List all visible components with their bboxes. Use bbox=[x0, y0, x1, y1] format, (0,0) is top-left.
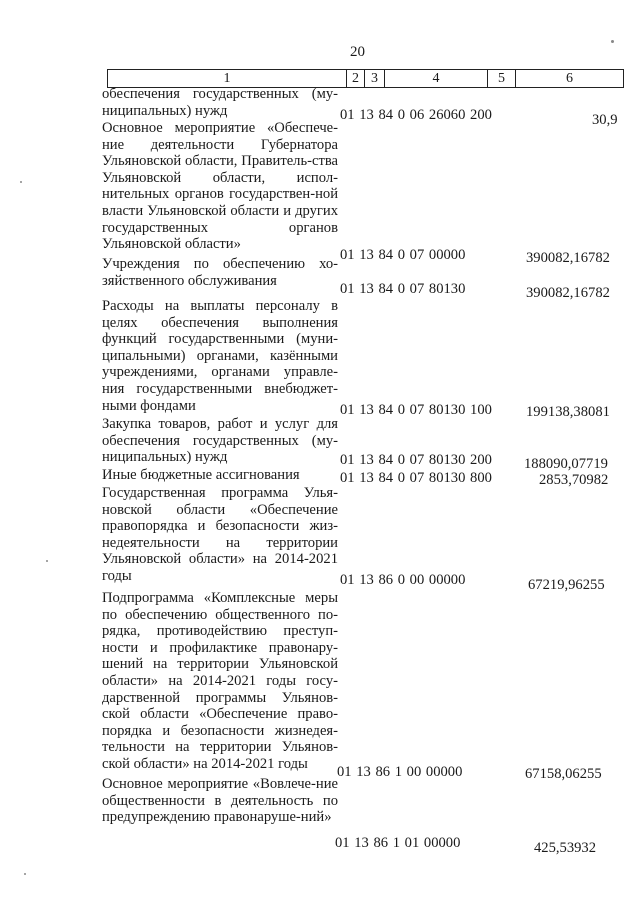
row-description: Расходы на выплаты персоналу в целях обеспечения выполнения функций государственными (муни-ципальными) органами, казёнными учреждениями, органами управле-ния государственными внебюджет-ными фондами bbox=[102, 298, 338, 414]
row-value: 188090,07719 bbox=[524, 456, 608, 472]
row-description: Государственная программа Улья-новской области «Обеспечение правопорядка и безопасности жиз-недеятельности на территории Ульяновской области» на 2014-2021 годы bbox=[102, 485, 338, 584]
header-col-3: 3 bbox=[364, 69, 385, 88]
header-col-4: 4 bbox=[384, 69, 488, 88]
scan-speck bbox=[20, 181, 22, 183]
header-col-6: 6 bbox=[515, 69, 624, 88]
row-code: 01 13 84 0 07 00000 bbox=[340, 247, 466, 263]
row-description: Основное мероприятие «Вовлече-ние общественности в деятельность по предупреждению правонаруше-ний» bbox=[102, 776, 338, 826]
page-number: 20 bbox=[350, 44, 365, 60]
row-code: 01 13 84 0 07 80130 800 bbox=[340, 470, 492, 486]
row-value: 67158,06255 bbox=[525, 766, 602, 782]
row-value: 199138,38081 bbox=[526, 404, 610, 420]
header-col-1: 1 bbox=[107, 69, 347, 88]
row-value: 67219,96255 bbox=[528, 577, 605, 593]
row-code: 01 13 84 0 06 26060 200 bbox=[340, 107, 492, 123]
row-code: 01 13 84 0 07 80130 200 bbox=[340, 452, 492, 468]
row-description: Основное мероприятие «Обеспече-ние деятельности Губернатора Ульяновской области, Правитель-ства Ульяновской области, испол-нительных органов государствен-ной власти Ульяновской области и других государственных органов Ульяновской области» bbox=[102, 120, 338, 253]
row-value: 390082,16782 bbox=[526, 250, 610, 266]
row-code: 01 13 86 1 01 00000 bbox=[335, 835, 461, 851]
row-code: 01 13 86 1 00 00000 bbox=[337, 764, 463, 780]
header-col-5: 5 bbox=[487, 69, 516, 88]
row-value: 30,9 bbox=[592, 112, 618, 128]
scan-speck bbox=[46, 560, 48, 562]
row-code: 01 13 84 0 07 80130 bbox=[340, 281, 466, 297]
row-value: 425,53932 bbox=[534, 840, 597, 856]
row-description: Закупка товаров, работ и услуг для обеспечения государственных (му-ниципальных) нужд bbox=[102, 416, 338, 466]
row-description: Учреждения по обеспечению хо-зяйственного обслуживания bbox=[102, 256, 338, 289]
scan-speck bbox=[24, 873, 26, 875]
scan-speck bbox=[611, 40, 614, 43]
row-code: 01 13 86 0 00 00000 bbox=[340, 572, 466, 588]
row-description: Иные бюджетные ассигнования bbox=[102, 467, 300, 483]
row-description: обеспечения государственных (му-ниципальных) нужд bbox=[102, 86, 338, 119]
row-value: 390082,16782 bbox=[526, 285, 610, 301]
row-code: 01 13 84 0 07 80130 100 bbox=[340, 402, 492, 418]
row-value: 2853,70982 bbox=[539, 472, 609, 488]
row-description: Подпрограмма «Комплексные меры по обеспечению общественного по-рядка, противодействию преступ-ности и профилактике правонару-шений на территории Ульяновской области» на 2014-2021 годы госу-дарственной программы Ульянов-ской области «Обеспечение право-порядка и безопасности жизнедея-тельности на территории Ульянов-ской области» на 2014-2021 годы bbox=[102, 590, 338, 772]
header-col-2: 2 bbox=[346, 69, 365, 88]
